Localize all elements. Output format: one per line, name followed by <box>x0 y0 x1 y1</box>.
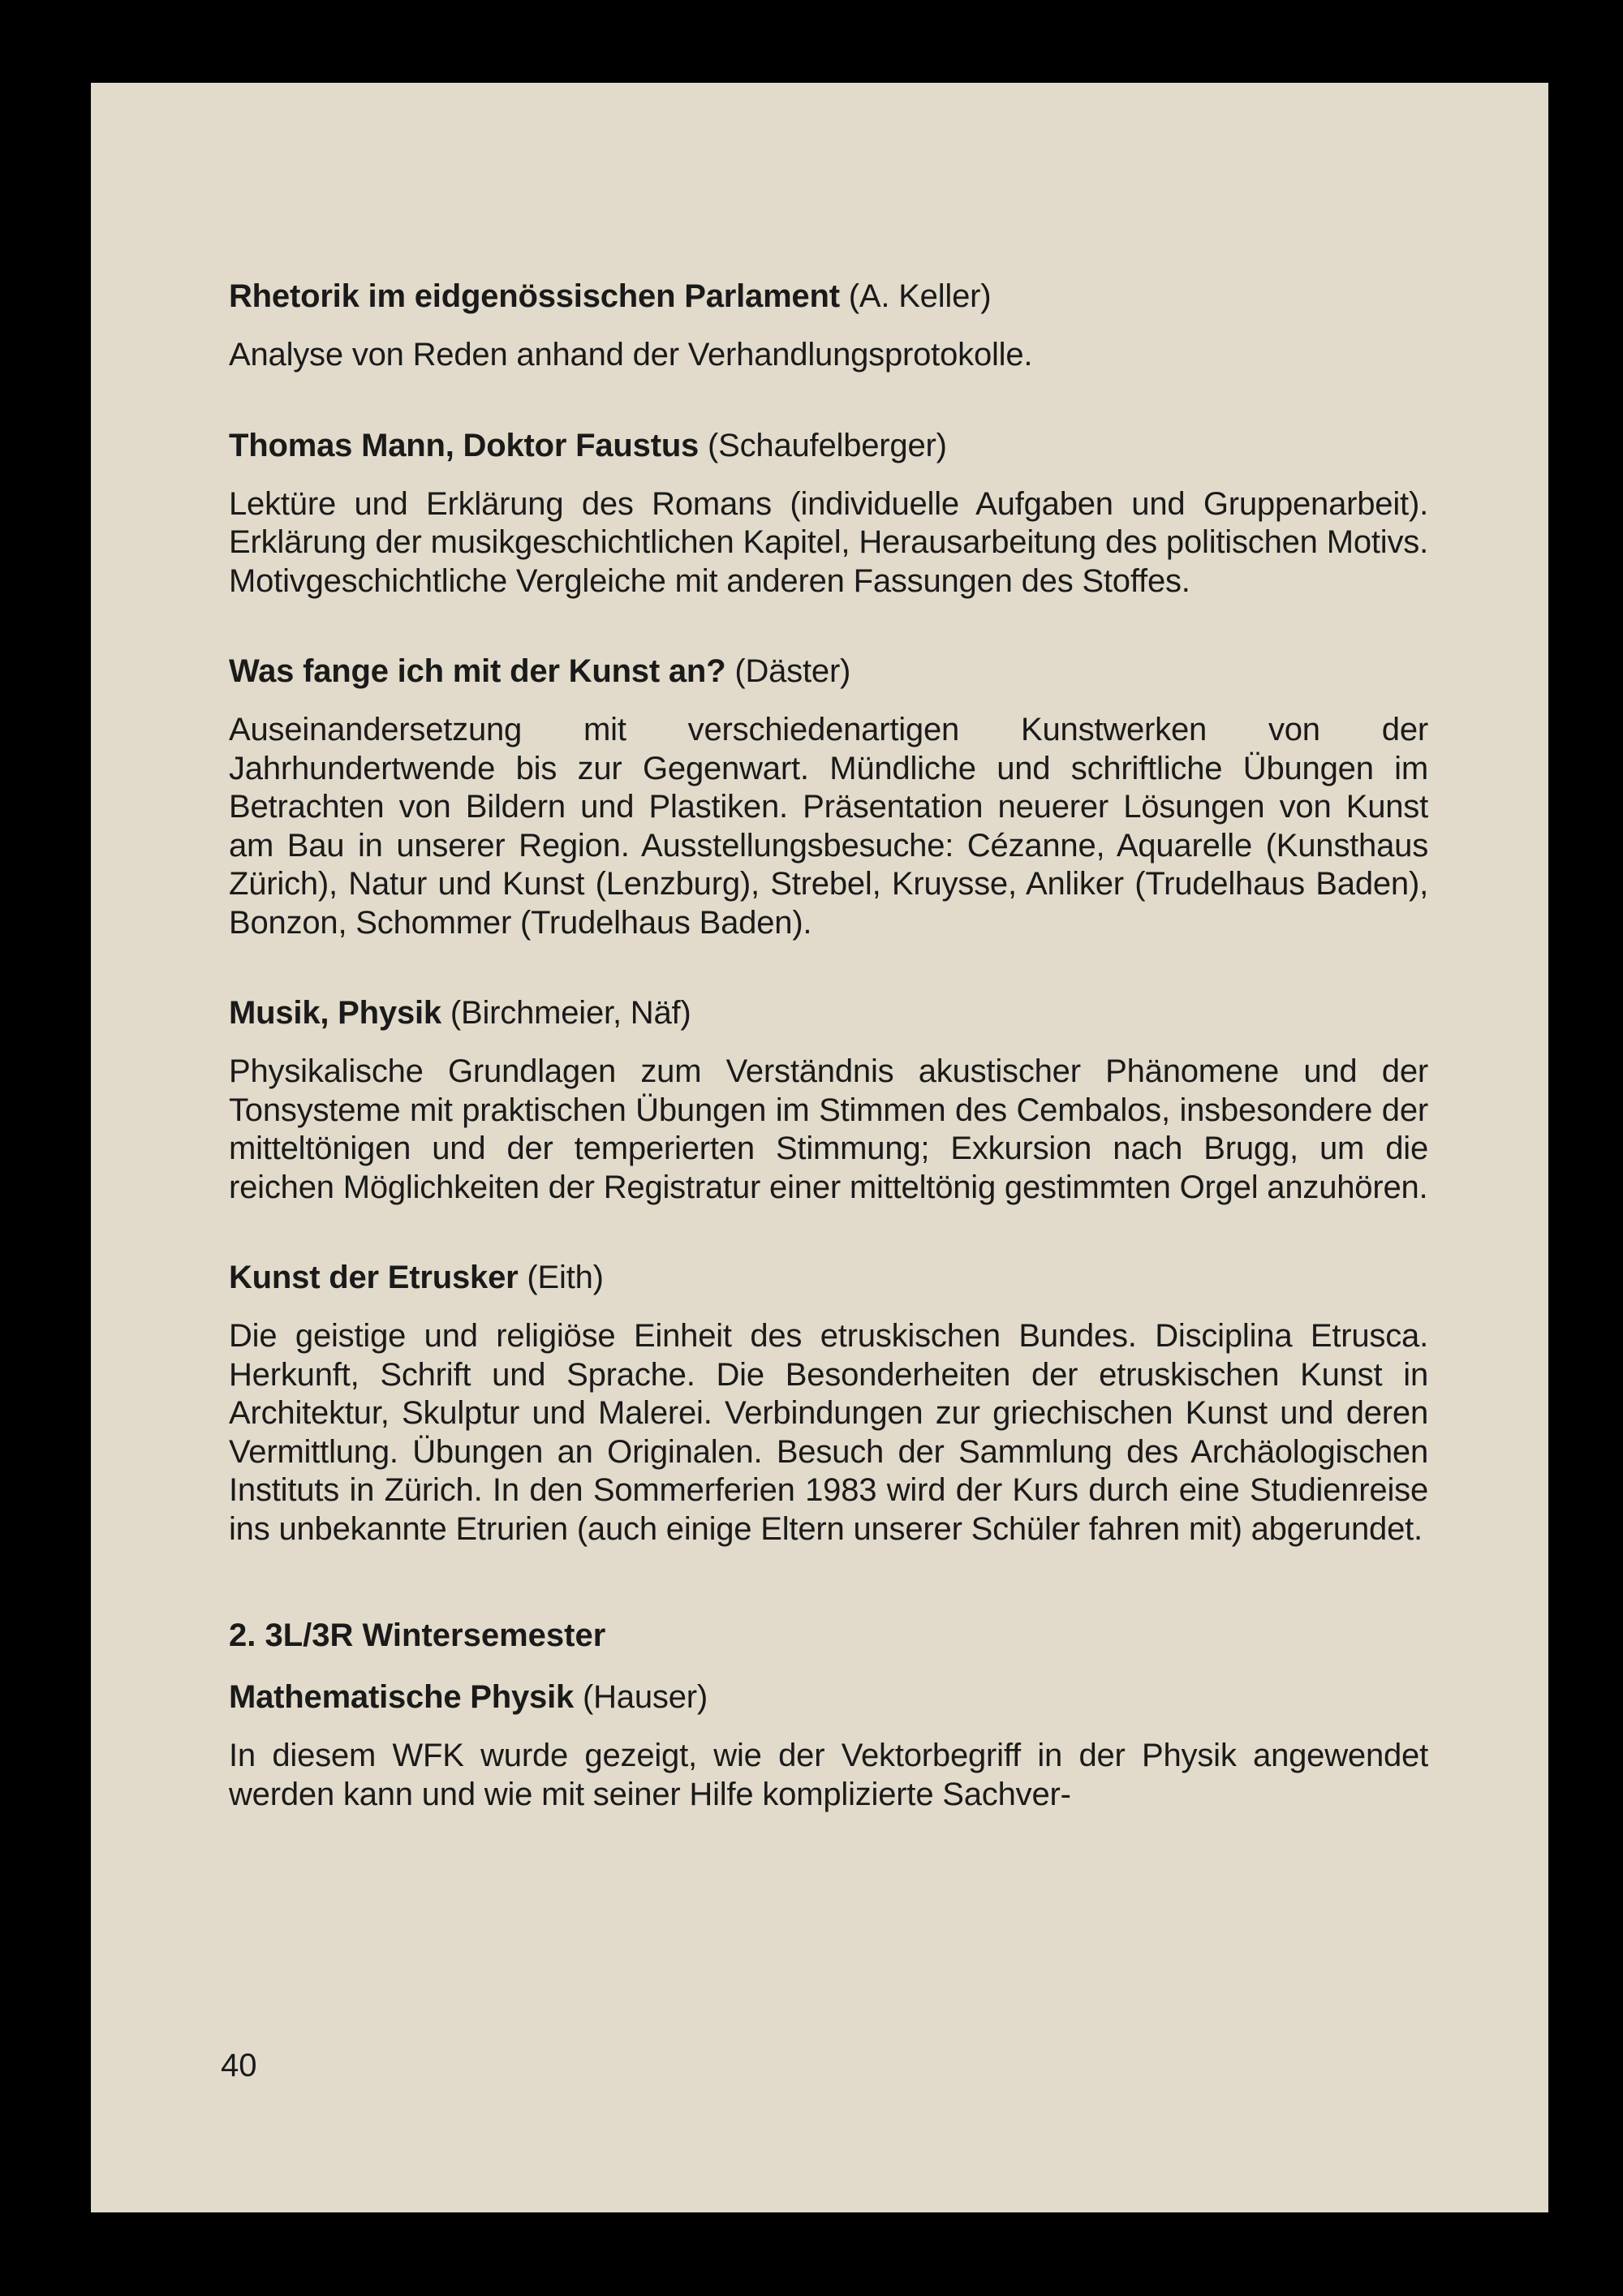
course-heading <box>229 651 1428 691</box>
document-page <box>91 83 1548 2212</box>
course-title: Mathematische Physik <box>229 1679 575 1715</box>
course-heading <box>229 993 1428 1033</box>
course-author: (Hauser) <box>583 1679 708 1715</box>
course-author: (Birchmeier, Näf) <box>450 995 691 1031</box>
course-title: Musik, Physik <box>229 995 441 1031</box>
course-section <box>229 276 1428 375</box>
page-number: 40 <box>221 2048 257 2083</box>
course-section <box>229 651 1428 942</box>
course-section <box>229 993 1428 1207</box>
course-title: Kunst der Etrusker <box>229 1260 519 1295</box>
course-heading <box>229 1677 1428 1717</box>
course-title: Thomas Mann, Doktor Faustus <box>229 427 700 463</box>
course-description: Die geistige und religiöse Einheit des etruskischen Bundes. Disciplina Etrusca. Herkunft, Schrift und Sprache. Die Besonderheiten der etruskischen Kunst in Architektur, Skulptur und Malerei. Verbindungen zur griechischen Kunst und deren Vermittlung. Übungen an Originalen. Besuch der Sammlung des Archäologischen Instituts in Zürich. In den Sommerferien 1983 wird der Kurs durch eine Studienreise ins unbekannte Etrurien (auch einige Eltern unserer Schüler fahren mit) abgerundet. <box>229 1318 1428 1547</box>
course-section <box>229 1257 1428 1549</box>
course-author: (Schaufelberger) <box>708 427 947 463</box>
course-description: In diesem WFK wurde gezeigt, wie der Vektorbegriff in der Physik angewendet werden kann und wie mit seiner Hilfe komplizierte Sachver- <box>229 1738 1428 1812</box>
course-heading <box>229 425 1428 466</box>
course-author: (Däster) <box>734 653 851 689</box>
course-description: Analyse von Reden anhand der Verhandlungsprotokolle. <box>229 337 1033 373</box>
page-content <box>229 276 1428 1814</box>
course-description: Auseinandersetzung mit verschiedenartigen Kunstwerken von der Jahrhundertwende bis zur Gegenwart. Mündliche und schriftliche Übungen im Betrachten von Bildern und Plastiken. Präsentation neuerer Lösungen von Kunst am Bau in unserer Region. Ausstellungsbesuche: Cézanne, Aquarelle (Kunsthaus Zürich), Natur und Kunst (Lenzburg), Strebel, Kruysse, Anliker (Trudelhaus Baden), Bonzon, Schommer (Trudelhaus Baden). <box>229 712 1428 941</box>
course-author: (A. Keller) <box>848 278 992 314</box>
course-section <box>229 425 1428 601</box>
semester-heading: 2. 3L/3R Wintersemester <box>229 1618 606 1653</box>
course-description: Lektüre und Erklärung des Romans (individuelle Aufgaben und Gruppenarbeit). Erklärung der musikgeschichtlichen Kapitel, Herausarbeitung des politischen Motivs. Motivgeschichtliche Vergleiche mit anderen Fassungen des Stoffes. <box>229 485 1428 599</box>
course-author: (Eith) <box>527 1260 604 1295</box>
course-title: Rhetorik im eidgenössischen Parlament <box>229 278 840 314</box>
course-title: Was fange ich mit der Kunst an? <box>229 653 726 689</box>
semester-section <box>229 1615 1428 1814</box>
course-heading <box>229 1257 1428 1298</box>
course-heading <box>229 276 1428 317</box>
course-description: Physikalische Grundlagen zum Verständnis akustischer Phänomene und der Tonsysteme mit praktischen Übungen im Stimmen des Cembalos, insbesondere der mitteltönigen und der temperierten Stimmung; Exkursion nach Brugg, um die reichen Möglichkeiten der Registratur einer mitteltönig gestimmten Orgel anzuhören. <box>229 1053 1428 1205</box>
